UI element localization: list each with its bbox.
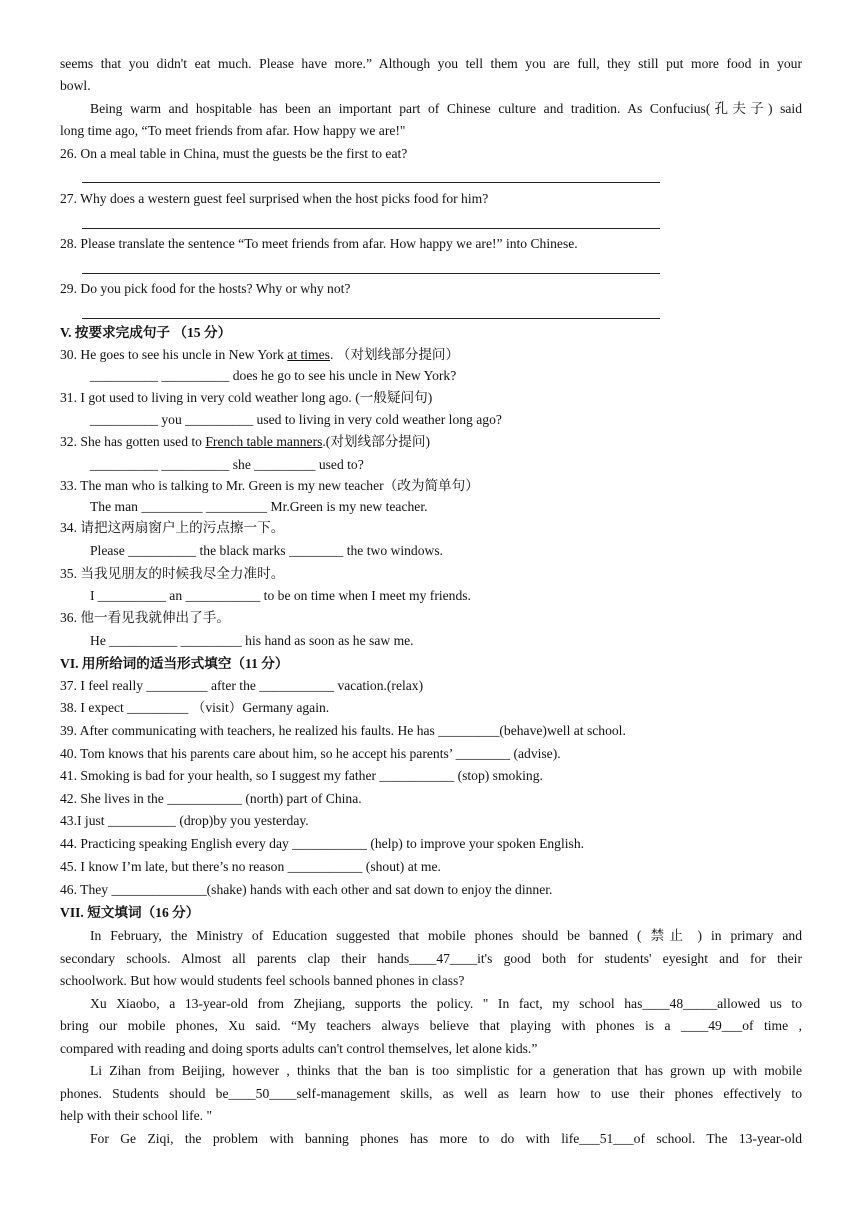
answer-line-35[interactable]: I __________ an ___________ to be on time when I meet my friends. [90, 588, 471, 603]
question-36: 36. 他一看见我就伸出了手。 [60, 610, 230, 625]
cloze-line: help with their school life. " [60, 1108, 213, 1123]
passage-line: long time ago, “To meet friends from afar. How happy we are!" [60, 123, 406, 138]
passage-line: bowl. [60, 78, 91, 93]
question-46: 46. They ______________(shake) hands with each other and sat down to enjoy the dinner. [60, 882, 553, 897]
question-37: 37. I feel really _________ after the ___________ vacation.(relax) [60, 678, 424, 693]
question-44: 44. Practicing speaking English every day ___________ (help) to improve your spoken English. [60, 836, 585, 851]
question-28: 28. Please translate the sentence “To meet friends from afar. How happy we are!” into Chinese. [60, 236, 578, 251]
cloze-line: schoolwork. But how would students feel schools banned phones in class? [60, 973, 465, 988]
question-38: 38. I expect _________ （visit）Germany again. [60, 700, 330, 715]
cloze-line: phones. Students should be____50____self-management skills, as well as learn how to use their phones effectively to [60, 1086, 802, 1101]
question-32: 32. She has gotten used to French table manners.(对划线部分提问) [60, 434, 430, 449]
underlined-phrase: at times [287, 347, 330, 362]
question-33: 33. The man who is talking to Mr. Green is my new teacher（改为简单句） [60, 478, 479, 493]
section-heading: VI. 用所给词的适当形式填空（11 分） [60, 656, 289, 671]
question-43: 43.I just __________ (drop)by you yesterday. [60, 813, 309, 828]
question-42: 42. She lives in the ___________ (north) part of China. [60, 791, 362, 806]
answer-line[interactable] [82, 228, 660, 229]
question-41: 41. Smoking is bad for your health, so I suggest my father ___________ (stop) smoking. [60, 768, 543, 783]
question-35: 35. 当我见朋友的时候我尽全力准时。 [60, 566, 285, 581]
cloze-line: secondary schools. Almost all parents clap their hands____47____it's good both for students' eyesight and for their [60, 951, 802, 966]
question-39: 39. After communicating with teachers, he realized his faults. He has _________(behave)well at school. [60, 723, 626, 738]
section-heading: VII. 短文填词（16 分） [60, 905, 200, 920]
cloze-line: bring our mobile phones, Xu said. “My teachers always believe that playing with phones is a ____49___of time , [60, 1018, 802, 1033]
question-31: 31. I got used to living in very cold weather long ago. (一般疑问句) [60, 390, 433, 405]
cloze-line: In February, the Ministry of Education suggested that mobile phones should be banned ( 禁止 ) in primary and [90, 928, 802, 943]
question-40: 40. Tom knows that his parents care about him, so he accept his parents’ ________ (advise). [60, 746, 561, 761]
question-27: 27. Why does a western guest feel surprised when the host picks food for him? [60, 191, 489, 206]
answer-line-34[interactable]: Please __________ the black marks ________ the two windows. [90, 543, 444, 558]
question-29: 29. Do you pick food for the hosts? Why or why not? [60, 281, 351, 296]
underlined-phrase: French table manners [205, 434, 323, 449]
answer-line-36[interactable]: He __________ _________ his hand as soon as he saw me. [90, 633, 414, 648]
answer-line-30[interactable]: __________ __________ does he go to see his uncle in New York? [90, 368, 457, 383]
passage-line: seems that you didn't eat much. Please have more.” Although you tell them you are full, they still put more food in your [60, 56, 802, 71]
answer-line-32[interactable]: __________ __________ she _________ used to? [90, 457, 364, 472]
section-heading: V. 按要求完成句子 （15 分） [60, 325, 232, 340]
question-34: 34. 请把这两扇窗户上的污点擦一下。 [60, 520, 285, 535]
question-30: 30. He goes to see his uncle in New York at times. （对划线部分提问） [60, 347, 460, 362]
answer-line-33[interactable]: The man _________ _________ Mr.Green is my new teacher. [90, 499, 428, 514]
passage-line: Being warm and hospitable has been an important part of Chinese culture and tradition. As Confucius(孔夫子) said [90, 101, 802, 116]
answer-line-31[interactable]: __________ you __________ used to living in very cold weather long ago? [90, 412, 502, 427]
cloze-line: For Ge Ziqi, the problem with banning phones has more to do with life___51___of school. The 13-year-old [90, 1131, 802, 1146]
question-45: 45. I know I’m late, but there’s no reason ___________ (shout) at me. [60, 859, 441, 874]
cloze-line: Li Zihan from Beijing, however , thinks that the ban is too simplistic for a generation that has grown up with mobile [90, 1063, 802, 1078]
answer-line[interactable] [82, 318, 660, 319]
answer-line[interactable] [82, 182, 660, 183]
question-26: 26. On a meal table in China, must the guests be the first to eat? [60, 146, 408, 161]
cloze-line: compared with reading and doing sports adults can't control themselves, let alone kids.” [60, 1041, 538, 1056]
answer-line[interactable] [82, 273, 660, 274]
cloze-line: Xu Xiaobo, a 13-year-old from Zhejiang, supports the policy. " In fact, my school has____48_____allowed us to [90, 996, 802, 1011]
